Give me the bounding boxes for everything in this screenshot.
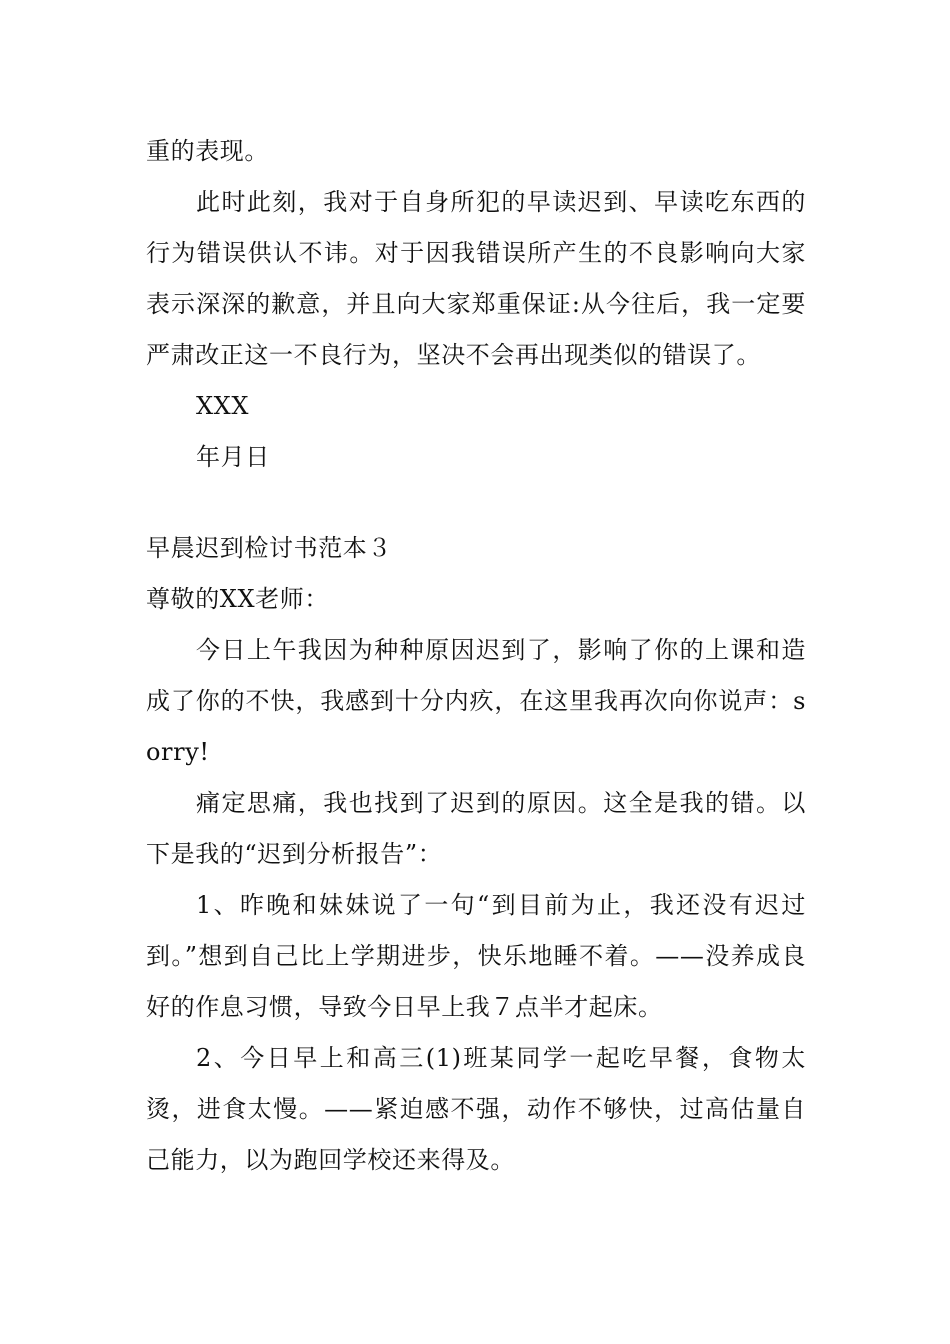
paragraph-apology: 此时此刻，我对于自身所犯的早读迟到、早读吃东西的行为错误供认不讳。对于因我错误所产生的不良影响向大家表示深深的歉意，并且向大家郑重保证:从今往后，我一定要严肃改正这一不良行为，坚决不会再出现类似的错误了。 — [146, 188, 806, 369]
paragraph-late-apology: 今日上午我因为种种原因迟到了，影响了你的上课和造成了你的不快，我感到十分内疚，在这里我再次向你说声：sorry! — [146, 636, 806, 766]
signature-date: 年月日 — [196, 443, 270, 471]
document-body — [146, 126, 806, 1186]
section-spacer — [146, 483, 806, 523]
paragraph-continued: 重的表现。 — [146, 137, 269, 165]
signature-name: XXX — [196, 392, 250, 420]
paragraph-reason-intro: 痛定思痛，我也找到了迟到的原因。这全是我的错。以下是我的“迟到分析报告”： — [146, 789, 806, 868]
paragraph-reason-2: 2、今日早上和高三(1)班某同学一起吃早餐，食物太烫，进食太慢。——紧迫感不强，动作不够快，过高估量自己能力，以为跑回学校还来得及。 — [146, 1044, 806, 1174]
salutation: 尊敬的XX老师： — [146, 585, 329, 613]
section-title: 早晨迟到检讨书范本３ — [146, 534, 392, 562]
paragraph-reason-1: 1、昨晚和妹妹说了一句“到目前为止，我还没有迟过到。”想到自己比上学期进步，快乐地睡不着。——没养成良好的作息习惯，导致今日早上我７点半才起床。 — [146, 891, 806, 1021]
